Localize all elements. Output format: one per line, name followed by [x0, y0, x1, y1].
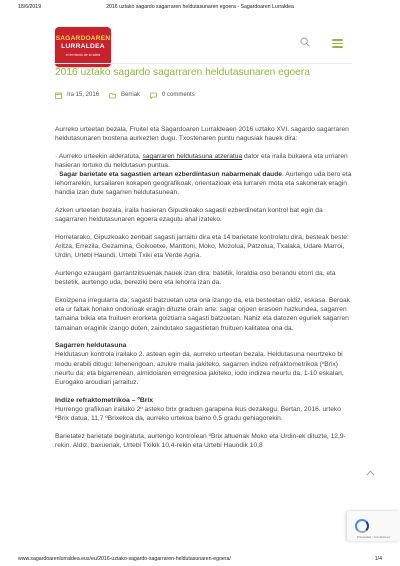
post-comments[interactable]: 0 comments — [162, 92, 195, 98]
article-body — [55, 125, 355, 459]
heading-ripeness: Sagarren heldutasuna — [55, 342, 127, 350]
paragraph-control: Azken urteetan bezala, iraila hasieran Gipuzkoako sagasti ezberdinetan kontrol bat egin da sagarraren heldutasunaren egoera ezagutu ahal izateko. — [55, 207, 323, 224]
folder-icon — [109, 92, 116, 99]
bullet2-text: . Aurtengo uda bero eta lehorrarekin, lursailaren kokapen geografikoak, orientazioak eta lurraren mota eta sakonerak eragin handia izan dute sagarren heldutasunean. — [55, 171, 352, 197]
bullet2-prefix: · — [55, 171, 60, 179]
print-page-title: 2016 uztako sagardo sagarraren heldutasunaren egoera - Sagardoaren Lurraldea — [106, 4, 294, 10]
bullet2-highlight: Sagar barietate eta sagastien artean ezberdintasun nabarmenak daude — [59, 171, 282, 179]
key-points — [55, 152, 355, 197]
print-header — [0, 0, 400, 12]
page-title: 2016 uztako sagardo sagarraren heldutasunaren egoera — [55, 67, 310, 78]
post-date: Ira 15, 2016 — [67, 92, 100, 98]
paragraph-brix: Hurrengo grafikoan irailako 2º asteko brix graduen garapena ikus dezakegu. Bertan, 2016. urteko ºBrix datua, 11,7 ºBrixekoa da, aurreko urtekoa baino 0,5 gradu gehiagorekin. — [55, 405, 341, 422]
intro-paragraph: Aurreko urteetan bezala, Fruitel eta Sagardoaren Lurraldeaen 2016 uztako XVI. sagardo sagarraren heldutasunaren txostena aurkezten dugu. Txostenaren puntu nagusiak hauek dira: — [55, 126, 349, 143]
paragraph-varieties-brix: Barietatez barietate begiratuta, aurtengo kontrolean ºBrix altuenak Moko eta Urdin-ek dituzte, 12,9-rekin. Aldiz, baxuenak, Urtebi Txikik 10,4-rekin eta Urtebi Haundik 10,8 — [55, 432, 346, 449]
comment-icon — [150, 92, 157, 99]
paragraph-features: Aurtengo ezaugarri garrantzitsuenak hauek izan dira: batetik, loraldia oso berandu etorri da, eta bestetik, aurtengo uda, bereziki bero eta lehorra izan da. — [55, 270, 336, 287]
logo-line1: SAGARDOAREN — [55, 35, 111, 42]
calendar-icon — [55, 92, 62, 99]
site-logo[interactable] — [55, 27, 111, 67]
search-icon[interactable] — [300, 37, 310, 47]
bullet1-prefix: · Aurreko urteekin alderatuta, — [55, 152, 143, 160]
post-category[interactable]: Berriak — [121, 92, 141, 98]
print-url: www.sagardoarenlurraldea.eus/eu/2016-uztako-sagardo-sagarraren-heldutasunaren-egoera/ — [18, 556, 231, 562]
menu-icon[interactable] — [332, 39, 343, 47]
print-page-number: 1/4 — [374, 556, 382, 562]
post-meta — [55, 90, 205, 100]
bullet1-highlight: sagarraren heldutasuna atzeratua — [142, 152, 243, 160]
header-divider — [55, 63, 352, 64]
bullet1-text: dator eta iraila bukaera eta urriaren hasieran lortuko du heldutasun puntua. — [55, 152, 348, 170]
chevron-up-icon[interactable] — [366, 470, 375, 476]
recaptcha-icon — [355, 519, 369, 533]
paragraph-varieties: Horretarako, Gipuzkoako zenbait sagasti jarraitu dira eta 14 barietate kontrolatu dira, besteak beste: Aritza, Errezila, Gezamina, Goikoetxe, Manttoni, Moko, Mozolua, Patzolua, Txalaka, Udare Marroi, Urdin, Urtebi Haundi, Urtebi Txiki eta Verde Agria. — [55, 234, 349, 260]
paragraph-production: Ekoizpena irregularra da; sagasti batzuetan uzta ona izango da, eta besteetan oldiz, eskasa. Beroak eta ur faltak honako ondorioak eragin dituzte orain arte: sagar orjoen erasoen hazkundea, sagarren tamaina txikia eta fruituen erorketa goiztiarra sagasti batzuetan. Nahiz eta datozen eguriek sagarren tamainan eraginik izango duten, zaindutako sagastietan fruituen kalitatea ona da. — [55, 297, 350, 332]
print-date: 18/6/2019 — [18, 4, 42, 10]
site-header — [0, 13, 400, 63]
logo-tagline: el territorio de la sidra — [65, 53, 101, 57]
heading-brix: Indize refraktometrikoa – ºBrix — [55, 396, 154, 404]
recaptcha-badge[interactable] — [347, 511, 400, 541]
print-footer — [0, 552, 400, 564]
logo-line2: LURRALDEA — [61, 43, 105, 50]
paragraph-ripeness: Heldutasun kontrola irailako 2. astean egin da, aurreko urteetan bezala. Heldutasuna neurtzeko bi modu erabili ditugu: lehenengoan, azukre maila jakiteko, sagarren indize refraktometrikoa (ºBrix) neurtu da; eta bigarrenean, almidoiaren erregresioa jakiteko, iodo indizea neurtu da, 1-10 eskalan, Eurogako aroudiari jarraituz. — [55, 351, 344, 386]
recaptcha-text[interactable]: Privacidad - Condiciones — [356, 535, 391, 539]
